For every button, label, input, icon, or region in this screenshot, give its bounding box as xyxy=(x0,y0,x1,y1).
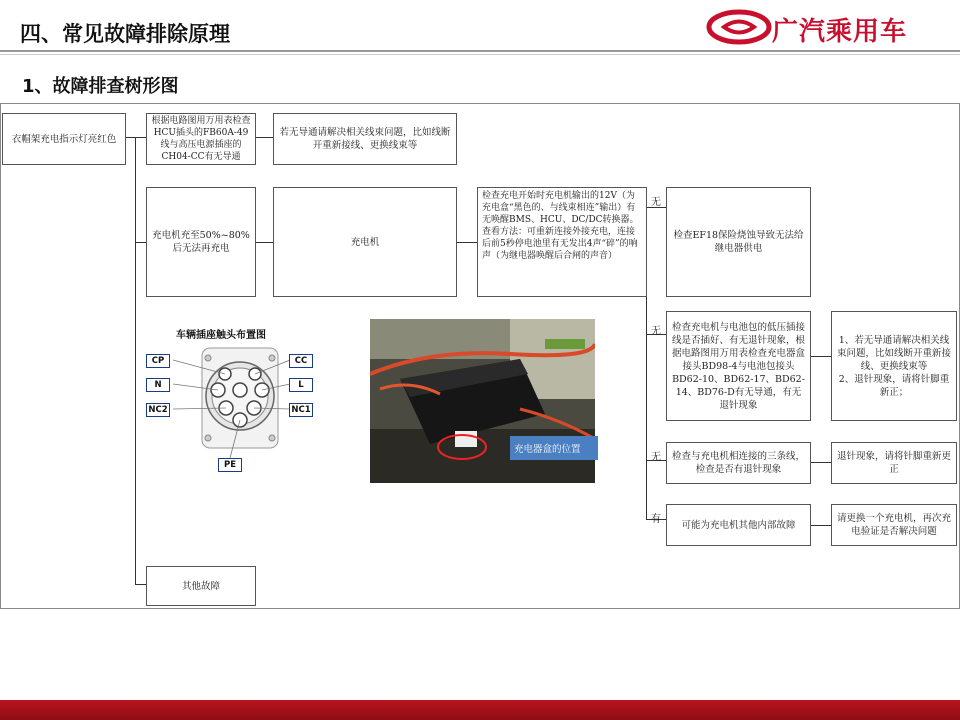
root-symptom-box: 衣帽架充电指示灯亮红色 xyxy=(2,113,126,165)
other-fault-box: 其他故障 xyxy=(146,566,256,606)
fix-box-replace-charger: 请更换一个充电机，再次充电验证是否解决问题 xyxy=(831,504,957,546)
connector-line xyxy=(457,242,477,243)
header-divider-thin xyxy=(0,54,960,55)
pin-label-nc1: NC1 xyxy=(289,403,313,417)
branch-tag: 无 xyxy=(651,452,661,463)
charger-box: 充电机 xyxy=(273,187,457,297)
pin-label-cc: CC xyxy=(289,354,313,368)
pin-label-l: L xyxy=(289,378,313,392)
check-box-three-wires: 检查与充电机相连接的三条线，检查是否有退针现象 xyxy=(666,442,811,484)
connector-diagram-title: 车辆插座触头布置图 xyxy=(176,330,266,341)
check-box-internal-fault: 可能为充电机其他内部故障 xyxy=(666,504,811,546)
fix-box-harness: 若无导通请解决相关线束问题，比如线断开重新接线、更换线束等 xyxy=(273,113,457,165)
connector-line xyxy=(135,242,146,243)
trunk-line xyxy=(135,137,136,584)
connector-line xyxy=(255,137,273,138)
charger-check-box: 检查充电开始时充电机输出的12V（为充电盒“黑色的、与线束相连”输出）有无唤醒BMS、HCU、DC/DC转换器。 查看方法：可重新连接外接充电，连接后前5秒停电池里有无发出4声“碎”的响声（为继电器唤醒后合闸的声音） xyxy=(477,187,647,297)
connector-line xyxy=(811,356,831,357)
branch-tag: 无 xyxy=(651,326,661,337)
footer-bar xyxy=(0,700,960,720)
pin-label-cp: CP xyxy=(146,354,170,368)
check-box-ef18: 检查EF18保险烧蚀导致无法给继电器供电 xyxy=(666,187,811,297)
pin-label-nc2: NC2 xyxy=(146,403,170,417)
connector-line xyxy=(811,462,831,463)
step-box-hcu: 根据电路图用万用表检查HCU插头的FB60A-49线与高压电源插座的CH04-CC有无导通 xyxy=(146,113,256,165)
page-title: 四、常见故障排除原理 xyxy=(20,22,230,46)
photo-caption: 充电器盒的位置 xyxy=(510,436,598,460)
connector-line xyxy=(135,584,146,585)
pin-label-pe: PE xyxy=(218,458,242,472)
check-box-lv-plug: 检查充电机与电池包的低压插接线是否插好、有无退针现象，根据电路图用万用表检查充电器盒接头BD98-4与电池包接头BD62-10、BD62-17、BD62-14、BD76-D有无导通，有无退针现象 xyxy=(666,311,811,421)
branch-tag: 有 xyxy=(651,514,661,525)
section-subtitle: 1、故障排查树形图 xyxy=(22,76,179,97)
connector-line xyxy=(811,525,831,526)
fix-box-lv-plug: 1、若无导通请解决相关线束问题，比如线断开重新接线、更换线束等 2、退针现象，请将针脚重新正； xyxy=(831,311,957,421)
connector-line xyxy=(255,242,273,243)
brand-name: 广汽乘用车 xyxy=(772,17,908,47)
fix-box-three-wires: 退针现象，请将针脚重新更正 xyxy=(831,442,957,484)
branch-tag: 无 xyxy=(651,197,661,208)
pin-label-n: N xyxy=(146,378,170,392)
header-divider xyxy=(0,50,960,52)
symptom-box-charge-stop: 充电机充至50%~80%后无法再充电 xyxy=(146,187,256,297)
